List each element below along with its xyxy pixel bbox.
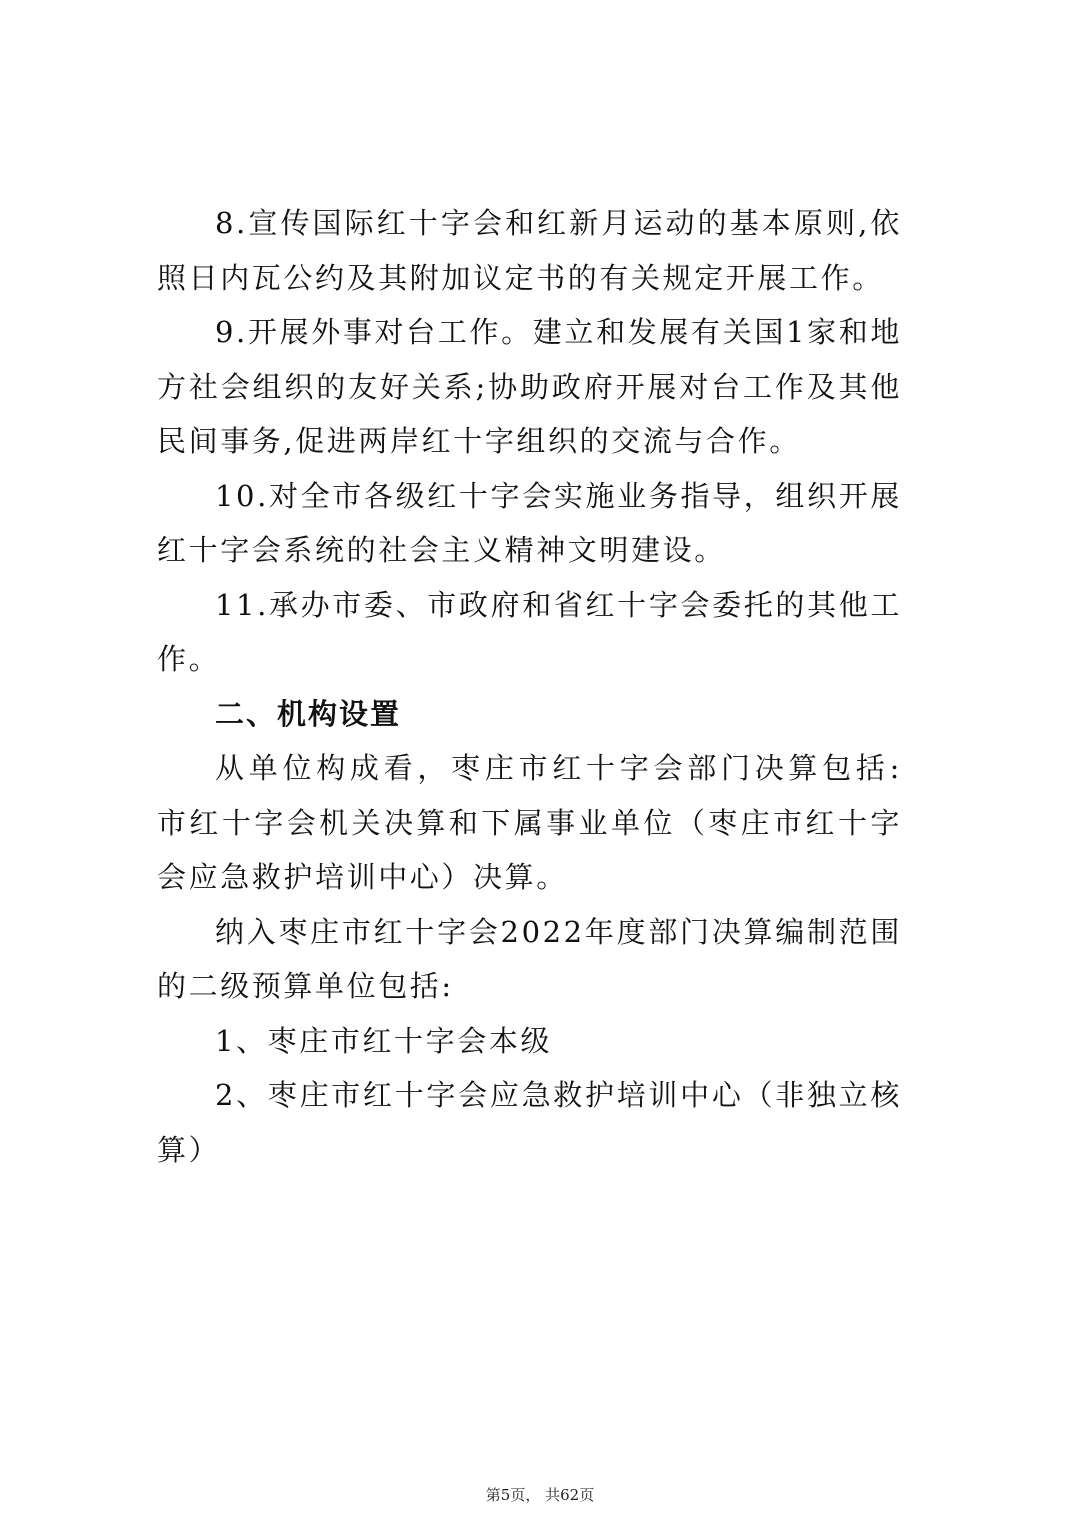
list-item-unit-1: 1、枣庄市红十字会本级	[215, 1023, 553, 1058]
paragraph-item-11: 11.承办市委、市政府和省红十字会委托的其他工作。	[157, 587, 902, 676]
list-item-unit-2: 2、枣庄市红十字会应急救护培训中心（非独立核算）	[157, 1078, 902, 1167]
document-body	[157, 196, 902, 1177]
section-heading: 二、机构设置	[215, 696, 402, 731]
paragraph-budget-scope: 纳入枣庄市红十字会2022年度部门决算编制范围的二级预算单位包括:	[157, 914, 902, 1003]
paragraph-unit-composition: 从单位构成看，枣庄市红十字会部门决算包括: 市红十字会机关决算和下属事业单位（枣庄市红十字会应急救护培训中心）决算。	[157, 751, 902, 894]
page-number: 第5页， 共62页	[485, 1486, 595, 1504]
paragraph-item-10: 10.对全市各级红十字会实施业务指导，组织开展红十字会系统的社会主义精神文明建设。	[157, 478, 902, 567]
paragraph-item-8: 8.宣传国际红十字会和红新月运动的基本原则,依照日内瓦公约及其附加议定书的有关规定开展工作。	[157, 206, 902, 295]
paragraph-item-9: 9.开展外事对台工作。建立和发展有关国1家和地方社会组织的友好关系;协助政府开展对台工作及其他民间事务,促进两岸红十字组织的交流与合作。	[157, 315, 902, 458]
